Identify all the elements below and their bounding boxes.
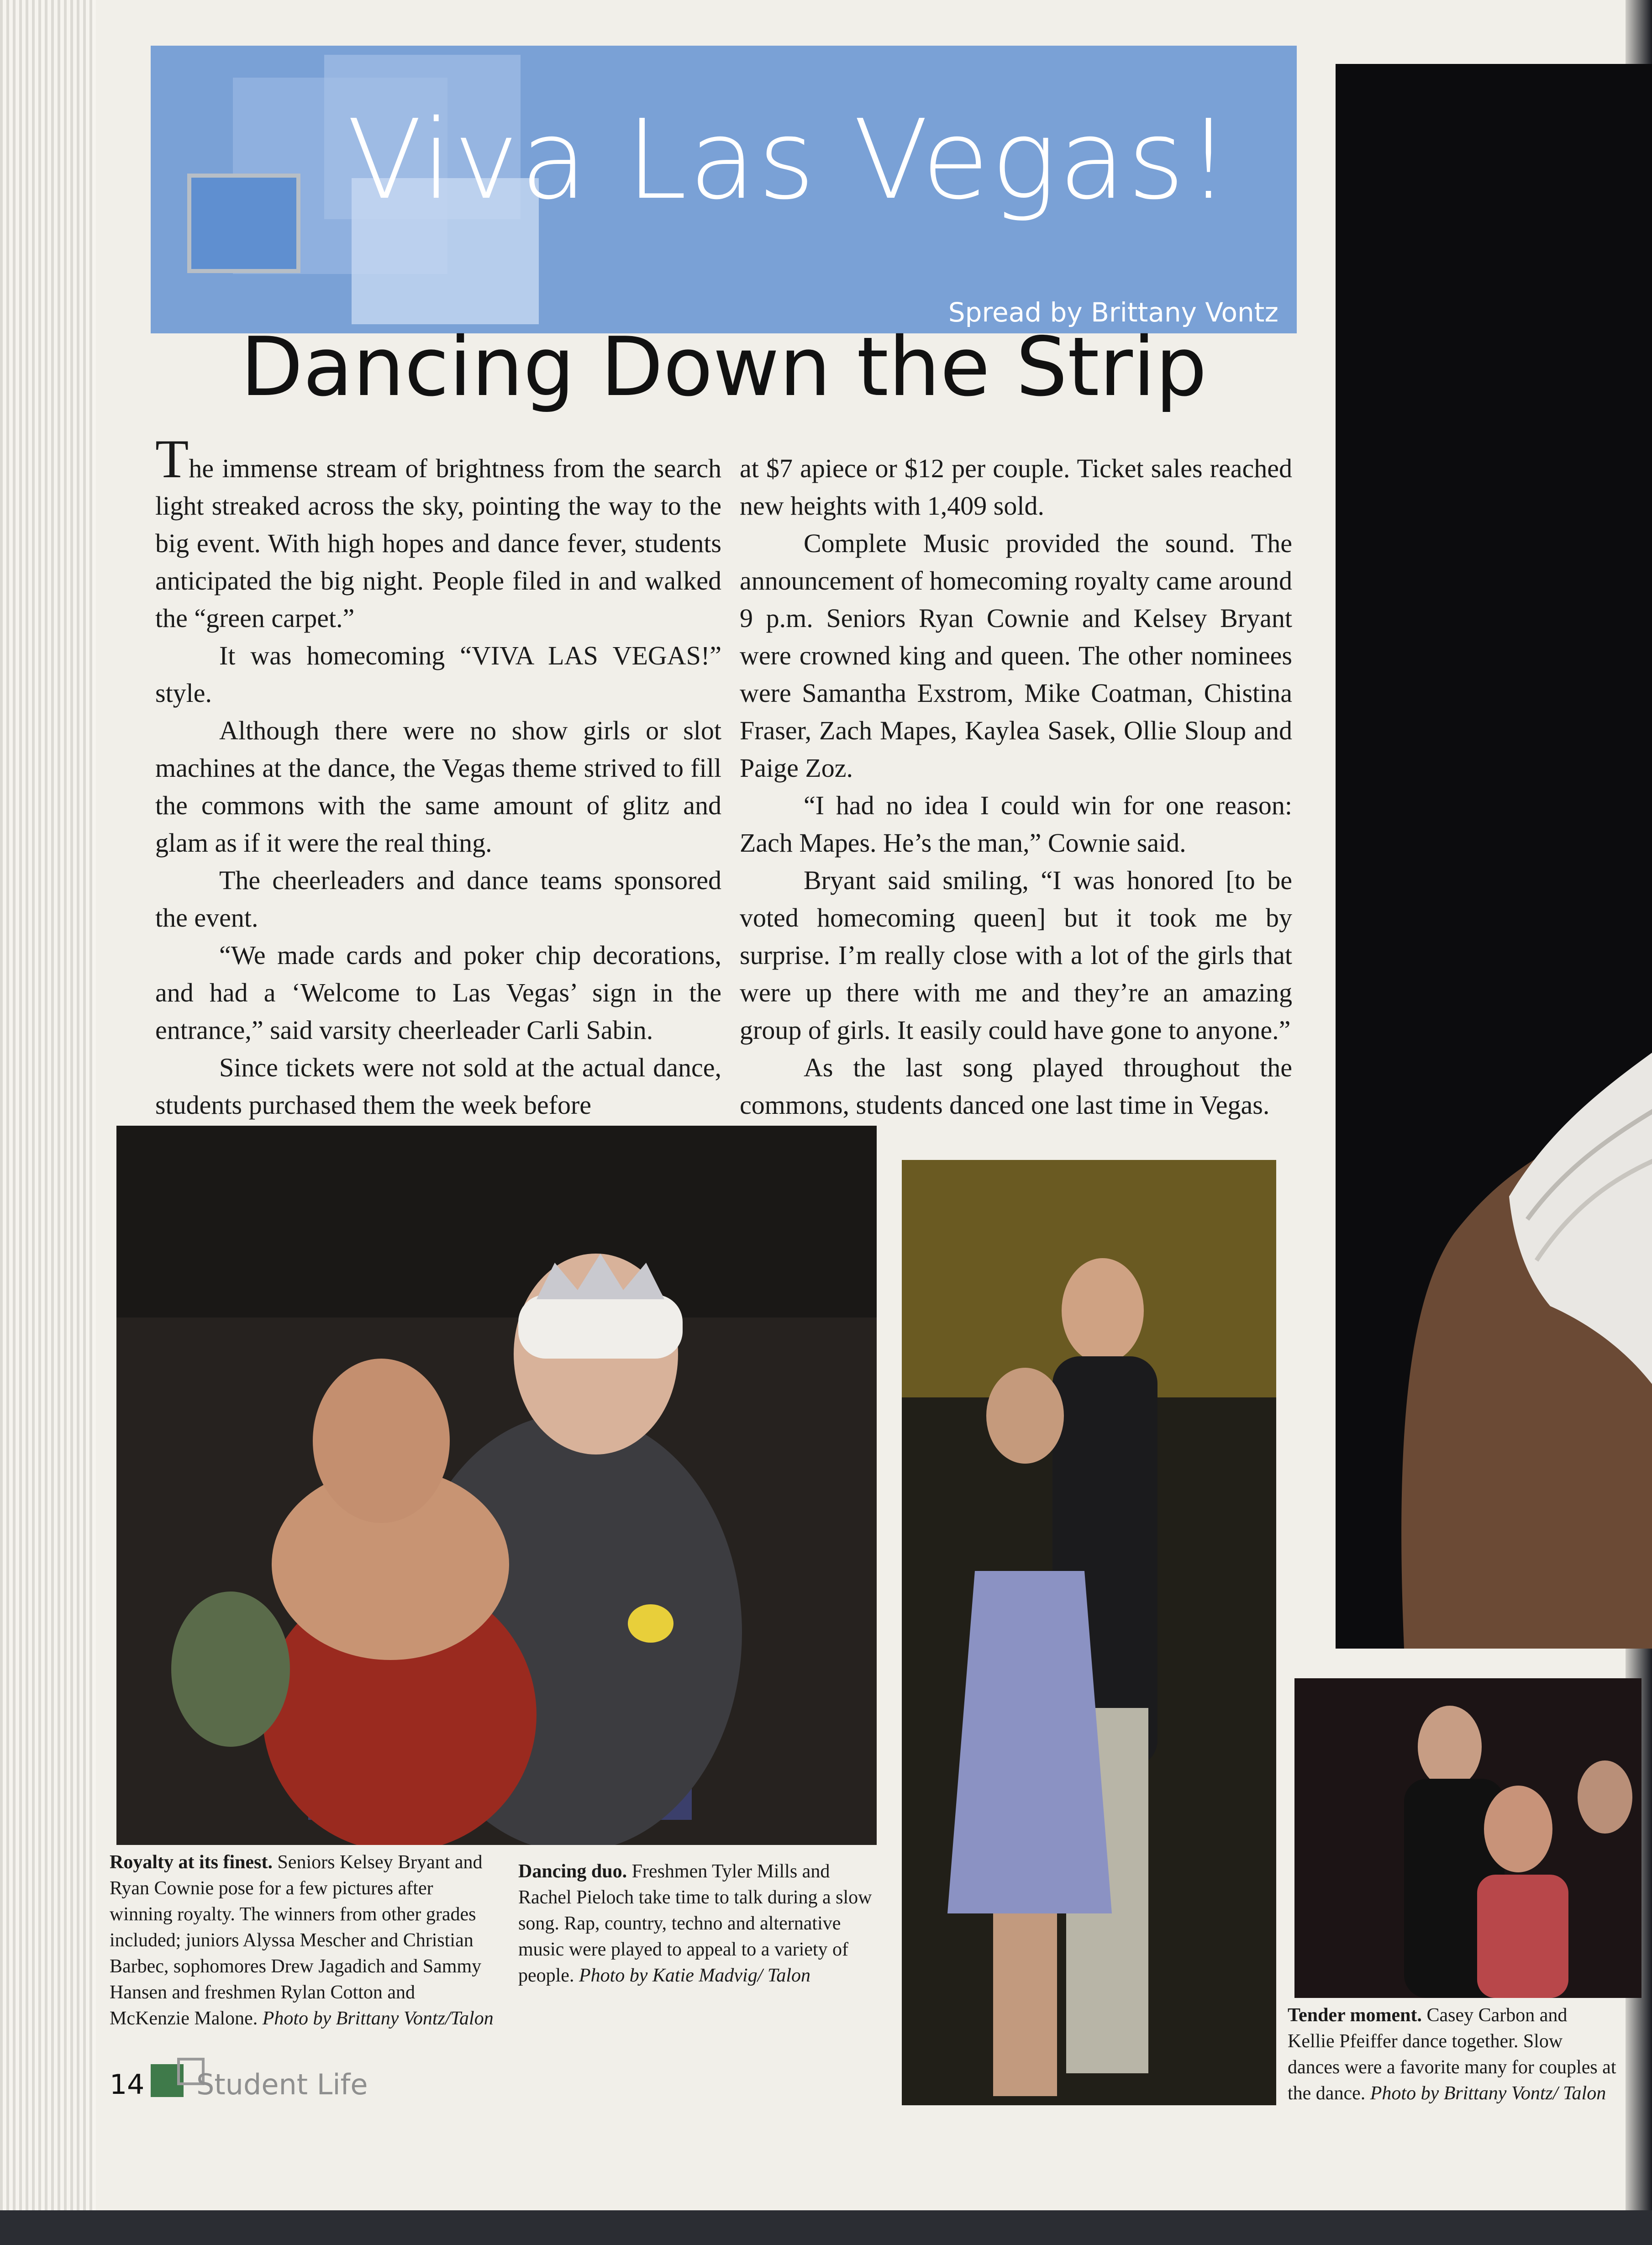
article-paragraph: at $7 apiece or $12 per couple. Ticket sales reached new heights with 1,409 sold. [740, 453, 1292, 521]
caption-title: Royalty at its finest. [110, 1852, 273, 1873]
page-number: 14 [110, 2069, 145, 2101]
article-column-1 [155, 428, 721, 1124]
photo-credit: Photo by Brittany Vontz/ Talon [1370, 2083, 1606, 2104]
caption-dancing-duo [518, 1859, 874, 1989]
royalty-photo-illustration [116, 1126, 877, 1845]
article-paragraph: The cheerleaders and dance teams sponsored the event. [155, 865, 721, 933]
paragraph-text: he immense stream of brightness from the search light streaked across the sky, pointing the way to the big event. With high hopes and dance fever, students anticipated the big night. People filed in and walked the “green carpet.” [155, 453, 721, 633]
photo-royalty [116, 1126, 877, 1845]
section-label: Student Life [196, 2068, 368, 2101]
dancing-photo-illustration [902, 1160, 1276, 2105]
drop-cap: T [155, 428, 189, 489]
caption-tender-moment [1288, 2003, 1616, 2107]
article-paragraph [155, 428, 721, 637]
photo-credit: Photo by Katie Madvig/ Talon [579, 1965, 811, 1986]
dress-detail-illustration [1336, 64, 1652, 1649]
scan-bottom-edge [0, 2210, 1652, 2245]
article-paragraph: Although there were no show girls or slot machines at the dance, the Vegas theme strived to fill the commons with the same amount of glitz and glam as if it were the real thing. [155, 716, 721, 858]
banner-byline: Spread by Brittany Vontz [948, 297, 1278, 328]
page-stack-edge [0, 0, 96, 2245]
article-headline: Dancing Down the Strip [240, 320, 1207, 414]
photo-dress-detail [1336, 64, 1652, 1649]
article-paragraph: “We made cards and poker chip decorations, and had a ‘Welcome to Las Vegas’ sign in the entrance,” said varsity cheerleader Carli Sabin. [155, 940, 721, 1045]
caption-text: Seniors Kelsey Bryant and Ryan Cownie pose for a few pictures after winning royalty. The winners from other grades included; juniors Alyssa Mescher and Christian Barbec, sophomores Drew Jagadich and Sammy Hansen and freshmen Rylan Cotton and McKenzie Malone. [110, 1852, 483, 2029]
photo-tender-moment [1294, 1678, 1641, 1998]
article-paragraph: “I had no idea I could win for one reason: Zach Mapes. He’s the man,” Cownie said. [740, 790, 1292, 858]
article-column-2 [740, 450, 1292, 1124]
banner-framed-square [187, 174, 300, 273]
article-paragraph: Since tickets were not sold at the actual dance, students purchased them the week before [155, 1053, 721, 1120]
title-banner [151, 46, 1297, 333]
tender-photo-illustration [1294, 1678, 1641, 1998]
caption-title: Tender moment. [1288, 2005, 1422, 2026]
caption-text: Freshmen Tyler Mills and Rachel Pieloch take time to talk during a slow song. Rap, country, techno and alternative music were played to appeal to a variety of people. [518, 1861, 872, 1986]
article-paragraph: It was homecoming “VIVA LAS VEGAS!” style. [155, 641, 721, 708]
article-paragraph: As the last song played throughout the commons, students danced one last time in Vegas. [740, 1053, 1292, 1120]
photo-credit: Photo by Brittany Vontz/Talon [262, 2008, 494, 2029]
caption-royalty [110, 1850, 498, 2032]
caption-title: Dancing duo. [518, 1861, 627, 1882]
photo-dancing-duo [902, 1160, 1276, 2105]
article-paragraph: Complete Music provided the sound. The announcement of homecoming royalty came around 9 p.m. Seniors Ryan Cownie and Kelsey Bryant were crowned king and queen. The other nominees were Samantha Exstrom, Mike Coatman, Chistina Fraser, Zach Mapes, Kaylea Sasek, Ollie Sloup and Paige Zoz. [740, 528, 1292, 783]
banner-title: Viva Las Vegas! [347, 96, 1232, 224]
caption-text: Casey Carbon and Kellie Pfeiffer dance together. Slow dances were a favorite many for couples at the dance. [1288, 2005, 1616, 2104]
article-paragraph: Bryant said smiling, “I was honored [to be voted homecoming queen] but it took me by surprise. I’m really close with a lot of the girls that were up there with me and they’re an amazing group of girls. It easily could have gone to anyone.” [740, 865, 1292, 1045]
